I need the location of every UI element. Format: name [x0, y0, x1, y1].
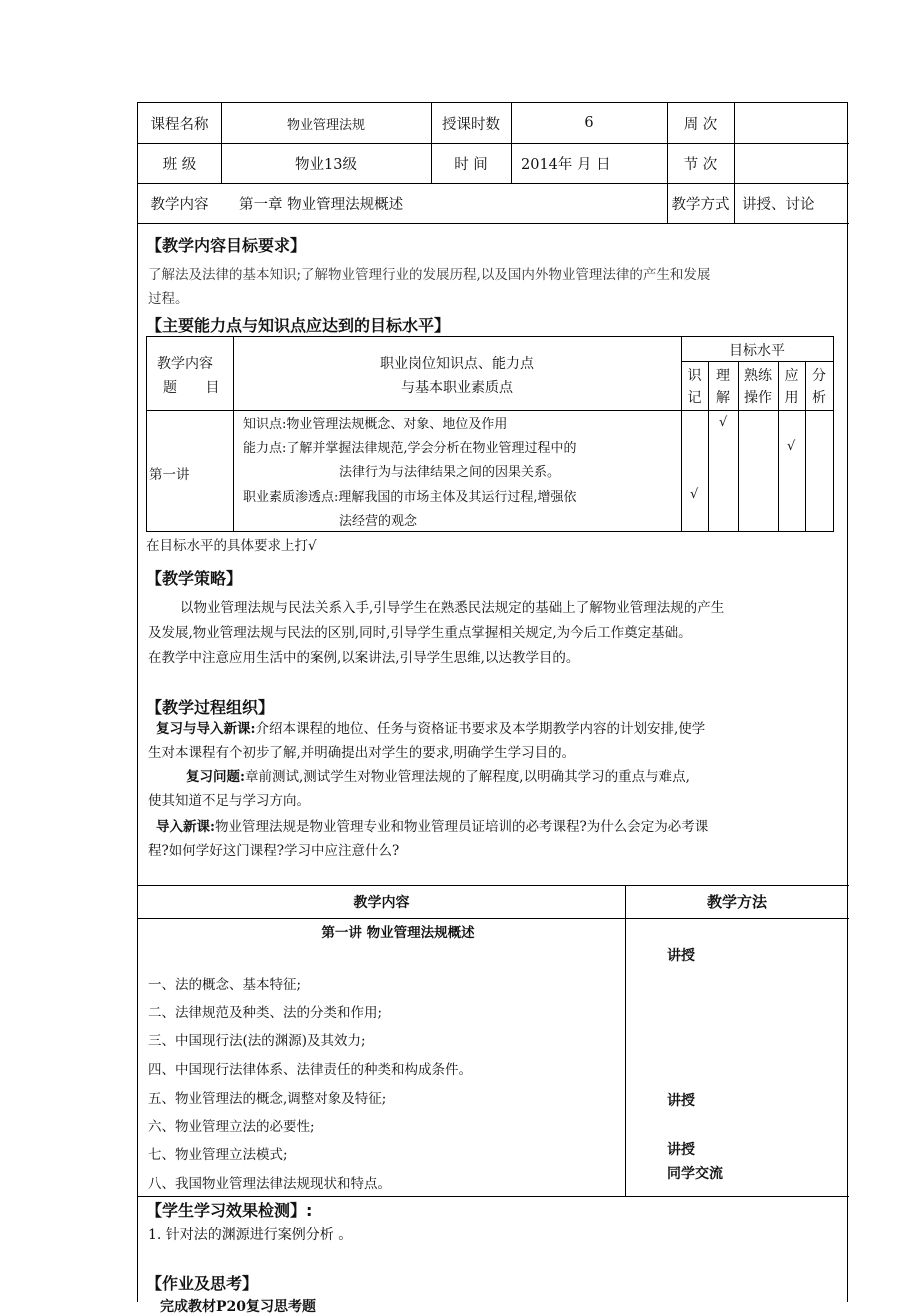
method-1: 讲授 — [667, 948, 695, 964]
col-points-1: 职业岗位知识点、能力点 — [380, 356, 534, 372]
col-topic-2: 题 目 — [163, 380, 232, 396]
method-label: 教学方式 — [671, 196, 730, 213]
content-item-1: 一、法的概念、基本特征; — [148, 977, 302, 993]
content-item-7: 七、物业管理立法模式; — [148, 1147, 288, 1163]
method-value: 讲授、讨论 — [742, 196, 815, 213]
strategy-line3: 在教学中注意应用生活中的案例,以案讲法,引导学生思维,以达教学目的。 — [148, 650, 580, 666]
col-method-header: 教学方法 — [706, 893, 767, 911]
week-value — [734, 103, 849, 143]
question-line2: 使其知道不足与学习方向。 — [148, 793, 310, 809]
ability-title: 【主要能力点与知识点应达到的目标水平】 — [146, 316, 451, 335]
content-value: 第一章 物业管理法规概述 — [239, 196, 404, 213]
strategy-line1: 以物业管理法规与民法关系入手,引导学生在熟悉民法规定的基础上了解物业管理法规的产生 — [180, 600, 725, 616]
row-topic: 第一讲 — [149, 467, 190, 483]
content-item-2: 二、法律规范及种类、法的分类和作用; — [148, 1005, 383, 1021]
strategy-title: 【教学策略】 — [146, 569, 243, 588]
intro-text-1: 物业管理法规是物业管理专业和物业管理员证培训的必考课程?为什么会定为必考课 — [214, 819, 709, 835]
level-analyze — [805, 365, 833, 409]
question-text-1: 章前测试,测试学生对物业管理法规的了解程度,以明确其学习的重点与难点, — [244, 769, 690, 785]
section-label: 节 次 — [683, 156, 718, 173]
level-understand-bottom: 解 — [716, 390, 730, 406]
level-apply-bottom: 用 — [784, 390, 799, 406]
skill-point-1: 能力点:了解并掌握法律规范,学会分析在物业管理过程中的 — [243, 441, 577, 456]
level-analyze-top: 分 — [812, 368, 826, 384]
level-skilled-bottom: 操作 — [744, 390, 772, 406]
hours-value: 6 — [584, 115, 594, 131]
homework-title: 【作业及思考】 — [146, 1274, 259, 1293]
section-value — [734, 143, 849, 183]
process-title: 【教学过程组织】 — [146, 698, 275, 717]
method-3: 讲授 — [667, 1142, 695, 1158]
method-4: 同学交流 — [667, 1166, 723, 1182]
intro-line1 — [156, 815, 708, 839]
question-label: 复习问题: — [186, 769, 245, 785]
objectives-line1: 了解法及法律的基本知识;了解物业管理行业的发展历程,以及国内外物业管理法律的产生和发展 — [148, 267, 711, 283]
week-label: 周 次 — [683, 116, 718, 133]
level-skilled — [738, 365, 778, 409]
ability-table — [146, 336, 834, 532]
tick-recall: √ — [690, 487, 699, 502]
content-item-4: 四、中国现行法律体系、法律责任的种类和构成条件。 — [148, 1062, 472, 1078]
homework-item-1: 完成教材P20复习思考题 — [160, 1299, 317, 1315]
content-item-3: 三、中国现行法(法的渊源)及其效力; — [148, 1033, 366, 1049]
knowledge-point: 知识点:物业管理法规概念、对象、地位及作用 — [243, 417, 508, 432]
col-topic-1: 教学内容 — [157, 356, 213, 372]
content-label: 教学内容 — [150, 196, 209, 213]
tick-apply: √ — [787, 439, 796, 454]
level-understand-top: 理 — [716, 368, 730, 384]
level-recall-top: 识 — [687, 368, 702, 384]
intro-line2: 程?如何学好这门课程?学习中应注意什么? — [148, 843, 400, 859]
question-line1 — [186, 765, 690, 789]
objectives-line2: 过程。 — [148, 291, 189, 307]
skill-point-2: 法律行为与法律结果之间的因果关系。 — [339, 465, 561, 480]
level-recall — [681, 365, 708, 409]
review-label: 复习与导入新课: — [156, 721, 256, 737]
content-item-5: 五、物业管理法的概念,调整对象及特征; — [148, 1091, 387, 1107]
ability-note: 在目标水平的具体要求上打√ — [146, 538, 317, 554]
assessment-title: 【学生学习效果检测】: — [146, 1201, 313, 1220]
class-label — [138, 143, 221, 183]
strategy-line2: 及发展,物业管理法规与民法的区别,同时,引导学生重点掌握相关规定,为今后工作奠定基础。 — [148, 625, 692, 641]
level-recall-bottom: 记 — [687, 390, 702, 406]
time-value: 2014年 月 日 — [521, 156, 611, 173]
content-item-6: 六、物业管理立法的必要性; — [148, 1119, 315, 1135]
level-apply-top: 应 — [784, 368, 799, 384]
course-name-label: 课程名称 — [150, 116, 209, 133]
level-apply — [778, 365, 805, 409]
intro-label: 导入新课: — [156, 819, 215, 835]
hours-label: 授课时数 — [442, 116, 500, 133]
level-analyze-bottom: 析 — [812, 390, 826, 406]
review-line1 — [156, 717, 705, 741]
col-points-2: 与基本职业素质点 — [401, 380, 513, 396]
col-level: 目标水平 — [729, 343, 785, 359]
tick-understand: √ — [719, 415, 728, 430]
level-skilled-top: 熟练 — [744, 368, 772, 384]
col-content-header: 教学内容 — [353, 894, 410, 911]
review-text-1: 介绍本课程的地位、任务与资格证书要求及本学期教学内容的计划安排,使学 — [255, 721, 706, 737]
class-label-text: 班 级 — [162, 156, 197, 173]
course-name-value: 物业管理法规 — [286, 117, 365, 133]
level-understand — [708, 365, 738, 409]
lesson-plan-sheet — [137, 102, 848, 1315]
method-2: 讲授 — [667, 1093, 695, 1109]
content-item-8: 八、我国物业管理法律法规现状和特点。 — [148, 1176, 391, 1192]
lecture-title: 第一讲 物业管理法规概述 — [321, 925, 475, 941]
quality-point-2: 法经营的观念 — [339, 514, 418, 529]
quality-point-1: 职业素质渗透点:理解我国的市场主体及其运行过程,增强依 — [243, 490, 577, 505]
review-line2: 生对本课程有个初步了解,并明确提出对学生的要求,明确学生学习目的。 — [148, 745, 576, 761]
objectives-title: 【教学内容目标要求】 — [146, 236, 307, 255]
time-label: 时 间 — [454, 156, 488, 173]
class-value: 物业13级 — [295, 156, 357, 173]
assessment-item-1: 1. 针对法的渊源进行案例分析 。 — [148, 1227, 353, 1243]
